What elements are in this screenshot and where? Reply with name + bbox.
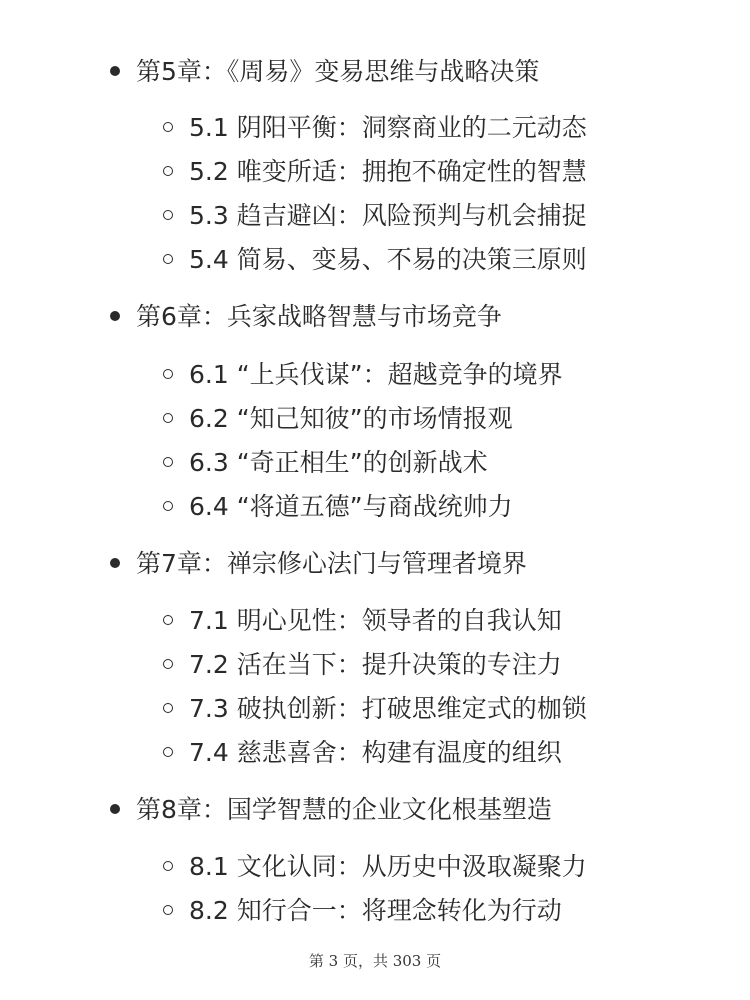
- section-title: 5.4 简易、变易、不易的决策三原则: [189, 245, 587, 274]
- section-title: 7.1 明心见性：领导者的自我认知: [189, 606, 562, 635]
- chapter-item: [0, 295, 750, 339]
- hollow-bullet-icon: [163, 369, 173, 379]
- chapter-title: 第7章：禅宗修心法门与管理者境界: [136, 549, 527, 578]
- hollow-bullet-icon: [163, 166, 173, 176]
- section-title: 6.3 “奇正相生”的创新战术: [189, 448, 488, 477]
- hollow-bullet-icon: [163, 703, 173, 713]
- section-title: 6.1 “上兵伐谋”：超越竞争的境界: [189, 360, 563, 389]
- section-title: 5.1 阴阳平衡：洞察商业的二元动态: [189, 113, 587, 142]
- section-item: [0, 731, 750, 775]
- hollow-bullet-icon: [163, 905, 173, 915]
- chapter-title: 第8章：国学智慧的企业文化根基塑造: [136, 795, 552, 824]
- chapter-item: [0, 50, 750, 94]
- filled-bullet-icon: [110, 66, 120, 76]
- section-item: [0, 485, 750, 529]
- hollow-bullet-icon: [163, 457, 173, 467]
- section-title: 7.2 活在当下：提升决策的专注力: [189, 650, 562, 679]
- section-item: [0, 397, 750, 441]
- section-item: [0, 353, 750, 397]
- hollow-bullet-icon: [163, 615, 173, 625]
- section-title: 7.4 慈悲喜舍：构建有温度的组织: [189, 738, 562, 767]
- section-item: [0, 889, 750, 933]
- chapter-item: [0, 542, 750, 586]
- filled-bullet-icon: [110, 804, 120, 814]
- section-item: [0, 599, 750, 643]
- section-title: 7.3 破执创新：打破思维定式的枷锁: [189, 694, 587, 723]
- chapter-title: 第6章：兵家战略智慧与市场竞争: [136, 302, 502, 331]
- hollow-bullet-icon: [163, 122, 173, 132]
- section-title: 5.3 趋吉避凶：风险预判与机会捕捉: [189, 201, 587, 230]
- section-item: [0, 238, 750, 282]
- hollow-bullet-icon: [163, 747, 173, 757]
- hollow-bullet-icon: [163, 501, 173, 511]
- section-item: [0, 106, 750, 150]
- chapter-item: [0, 788, 750, 832]
- filled-bullet-icon: [110, 311, 120, 321]
- section-item: [0, 194, 750, 238]
- section-item: [0, 150, 750, 194]
- section-title: 8.2 知行合一：将理念转化为行动: [189, 896, 562, 925]
- chapter-title: 第5章：《周易》变易思维与战略决策: [136, 57, 540, 86]
- section-title: 6.2 “知己知彼”的市场情报观: [189, 404, 513, 433]
- hollow-bullet-icon: [163, 413, 173, 423]
- section-item: [0, 845, 750, 889]
- hollow-bullet-icon: [163, 210, 173, 220]
- section-item: [0, 643, 750, 687]
- page-number-footer: 第 3 页，共 303 页: [308, 952, 442, 970]
- hollow-bullet-icon: [163, 659, 173, 669]
- hollow-bullet-icon: [163, 254, 173, 264]
- section-title: 5.2 唯变所适：拥抱不确定性的智慧: [189, 157, 587, 186]
- section-title: 6.4 “将道五德”与商战统帅力: [189, 492, 513, 521]
- section-item: [0, 687, 750, 731]
- hollow-bullet-icon: [163, 861, 173, 871]
- section-title: 8.1 文化认同：从历史中汲取凝聚力: [189, 852, 587, 881]
- filled-bullet-icon: [110, 558, 120, 568]
- section-item: [0, 441, 750, 485]
